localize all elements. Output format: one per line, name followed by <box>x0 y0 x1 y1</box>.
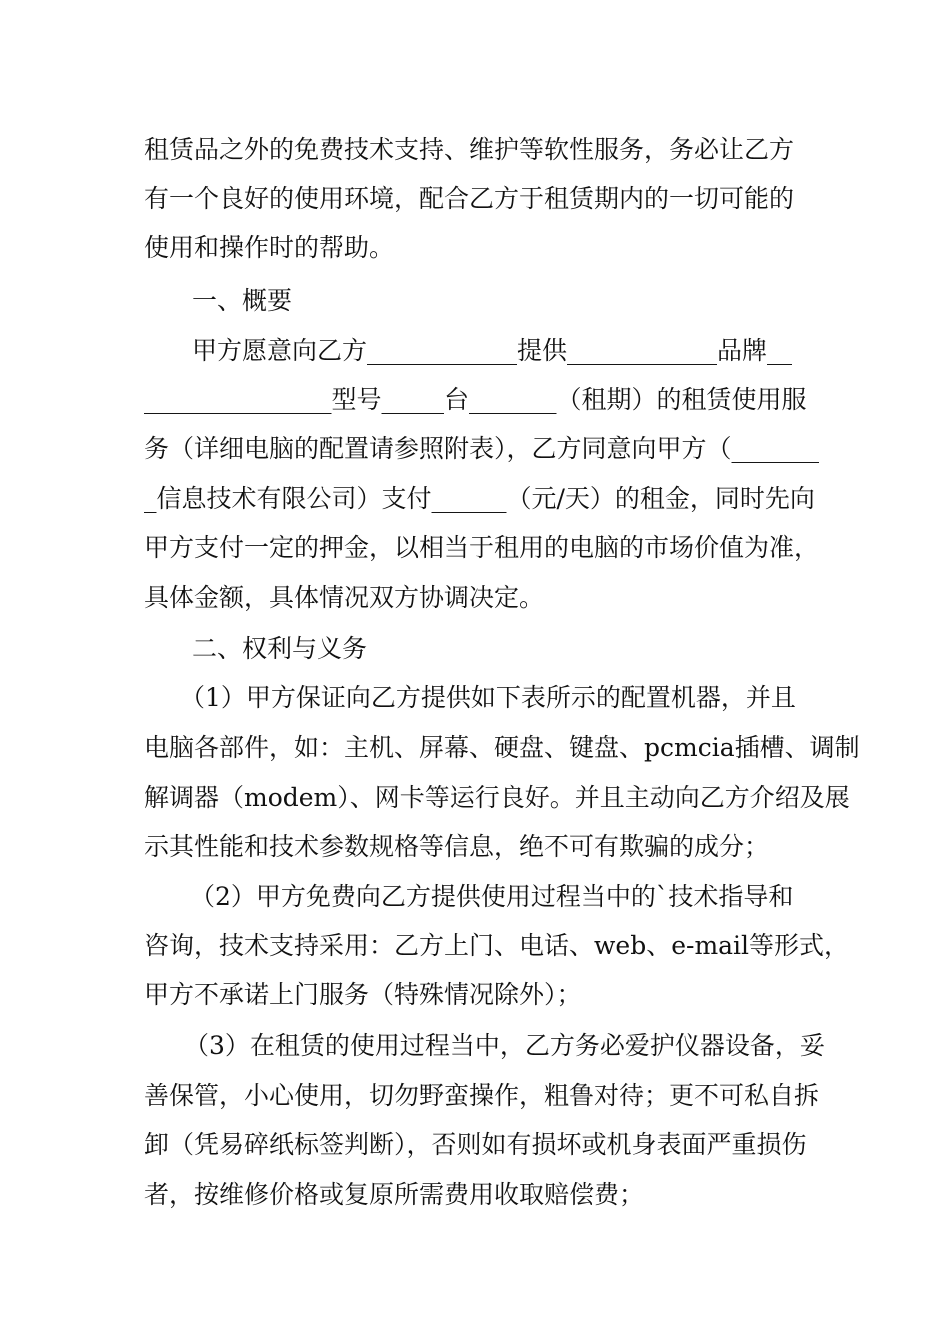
text-line: 咨询，技术支持采用：乙方上门、电话、web、e-mail等形式， <box>144 931 850 960</box>
text-line: 解调器（modem）、网卡等运行良好。并且主动向乙方介绍及展 <box>144 783 850 812</box>
text-line: 有一个良好的使用环境，配合乙方于租赁期内的一切可能的 <box>144 184 795 213</box>
text-line: 使用和操作时的帮助。 <box>144 233 395 262</box>
section-heading: 二、权利与义务 <box>192 634 368 663</box>
text-line: 卸（凭易碎纸标签判断），否则如有损坏或机身表面严重损伤 <box>144 1130 807 1159</box>
text-line: （1）甲方保证向乙方提供如下表所示的配置机器，并且 <box>180 683 796 712</box>
text-line: 甲方不承诺上门服务（特殊情况除外）； <box>144 980 582 1009</box>
section-heading: 一、概要 <box>192 286 293 315</box>
text-line: （2）甲方免费向乙方提供使用过程当中的`技术指导和 <box>190 882 794 911</box>
text-line: 善保管，小心使用，切勿野蛮操作，粗鲁对待；更不可私自拆 <box>144 1081 820 1110</box>
text-line: 甲方愿意向乙方____________提供____________品牌__ <box>192 336 793 365</box>
text-line: 电脑各部件，如：主机、屏幕、硬盘、键盘、pcmcia插槽、调制 <box>144 733 860 762</box>
text-line: （3）在租赁的使用过程当中，乙方务必爱护仪器设备，妥 <box>184 1031 825 1060</box>
text-line: _______________型号_____台_______（租期）的租赁使用服 <box>144 385 807 414</box>
text-line: 具体金额，具体情况双方协调决定。 <box>144 583 545 612</box>
text-line: 务（详细电脑的配置请参照附表），乙方同意向甲方（_______ <box>144 434 820 463</box>
text-line: _信息技术有限公司）支付______（元/天）的租金，同时先向 <box>144 484 815 513</box>
text-line: 示其性能和技术参数规格等信息，绝不可有欺骗的成分； <box>144 832 770 861</box>
text-line: 甲方支付一定的押金，以相当于租用的电脑的市场价值为准， <box>144 533 820 562</box>
text-line: 租赁品之外的免费技术支持、维护等软性服务，务必让乙方 <box>144 135 795 164</box>
text-line: 者，按维修价格或复原所需费用收取赔偿费； <box>144 1180 645 1209</box>
